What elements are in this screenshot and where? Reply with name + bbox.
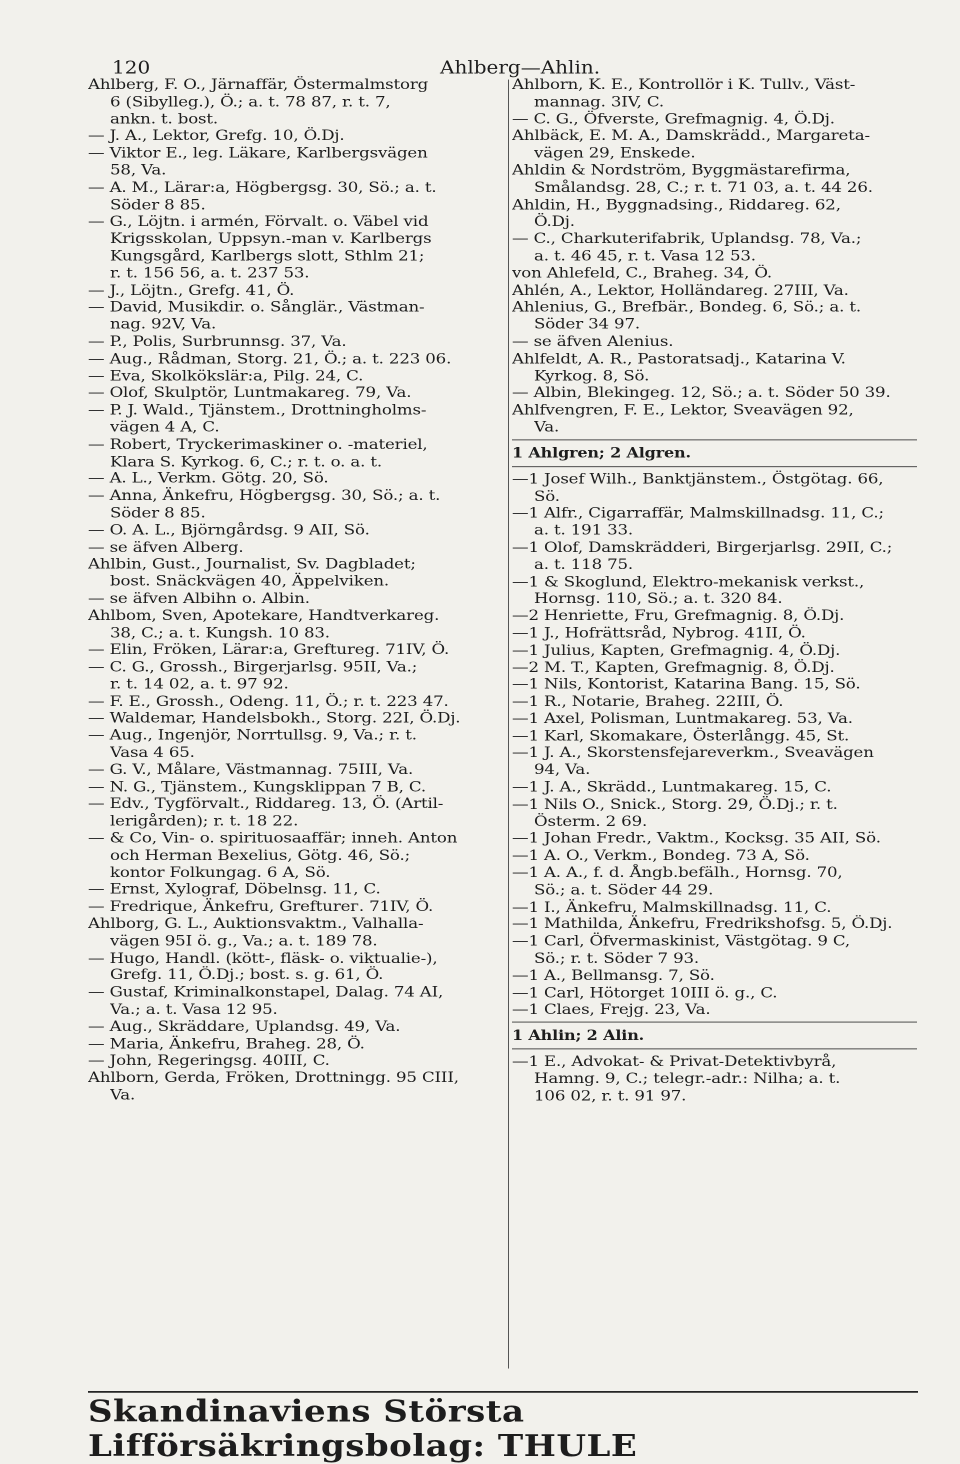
directory-entry: — Maria, Änkefru, Braheg. 28, Ö. bbox=[88, 1035, 365, 1052]
directory-entry: Ahlenius, G., Brefbär., Bondeg. 6, Sö.; a. t. bbox=[512, 298, 862, 316]
directory-entry: — G. V., Målare, Västmannag. 75III, Va. bbox=[88, 761, 414, 778]
left-column bbox=[88, 76, 506, 1104]
directory-entry: — Anna, Änkefru, Högbergsg. 30, Sö.; a. t. bbox=[88, 487, 441, 504]
directory-entry: —1 J. A., Skorstensfejareverkm., Sveavägen bbox=[512, 744, 874, 761]
directory-entry: —1 Karl, Skomakare, Österlångg. 45, St. bbox=[512, 727, 850, 744]
directory-entry: — se äfven Albihn o. Albin. bbox=[88, 589, 310, 607]
directory-entry: — David, Musikdir. o. Sånglär., Västman- bbox=[88, 298, 425, 316]
directory-entry: von Ahlefeld, C., Braheg. 34, Ö. bbox=[512, 264, 772, 281]
directory-entry: —1 Olof, Damskrädderi, Birgerjarlsg. 29II, C.; bbox=[512, 538, 893, 556]
entry-continuation-line: Kungsgård, Karlbergs slott, Sthlm 21; bbox=[110, 247, 425, 264]
entry-continuation-line: Va. bbox=[534, 418, 560, 436]
entry-continuation-line: Söder 8 85. bbox=[110, 504, 206, 521]
directory-entry: — C. G., Öfverste, Grefmagnig. 4, Ö.Dj. bbox=[512, 110, 835, 127]
directory-entry: Ahlfvengren, F. E., Lektor, Sveavägen 92, bbox=[512, 401, 854, 418]
entry-continuation-line: kontor Folkungag. 6 A, Sö. bbox=[110, 863, 331, 881]
entry-continuation-line: Söder 34 97. bbox=[534, 315, 640, 333]
entry-continuation-line: a. t. 118 75. bbox=[534, 555, 634, 573]
directory-entry: — Gustaf, Kriminalkonstapel, Dalag. 74 AI, bbox=[88, 983, 444, 1001]
directory-entry: —1 I., Änkefru, Malmskillnadsg. 11, C. bbox=[512, 898, 832, 915]
directory-entry: —1 Johan Fredr., Vaktm., Kocksg. 35 AII, Sö. bbox=[512, 829, 881, 847]
directory-entry: Ahlbäck, E. M. A., Damskrädd., Margareta- bbox=[512, 127, 870, 144]
entry-continuation-line: a. t. 191 33. bbox=[534, 521, 634, 539]
entry-continuation-line: r. t. 14 02, a. t. 97 92. bbox=[110, 675, 289, 692]
directory-entry: — G., Löjtn. i armén, Förvalt. o. Väbel vid bbox=[88, 213, 429, 230]
entry-continuation-line: Vasa 4 65. bbox=[110, 744, 195, 761]
entry-continuation-line: bost. Snäckvägen 40, Äppelviken. bbox=[110, 572, 390, 590]
entry-continuation-line: Grefg. 11, Ö.Dj.; bost. s. g. 61, Ö. bbox=[110, 966, 384, 984]
directory-entry: Ahlborn, K. E., Kontrollör i K. Tullv., Väst- bbox=[512, 76, 856, 93]
directory-entry: — se äfven Alenius. bbox=[512, 333, 674, 350]
directory-entry: — Hugo, Handl. (kött-, fläsk- o. viktualie-), bbox=[88, 949, 438, 966]
directory-entry: —1 J. A., Skrädd., Luntmakareg. 15, C. bbox=[512, 778, 832, 796]
page-number: 120 bbox=[112, 57, 151, 78]
entry-continuation-line: Österm. 2 69. bbox=[534, 812, 648, 830]
directory-entry: — se äfven Alberg. bbox=[88, 538, 244, 555]
entry-continuation-line: och Herman Bexelius, Götg. 46, Sö.; bbox=[110, 846, 411, 864]
entry-continuation-line: mannag. 3IV, C. bbox=[534, 93, 664, 110]
entry-continuation-line: ankn. t. bost. bbox=[110, 110, 219, 127]
entry-continuation-line: nag. 92V, Va. bbox=[110, 315, 217, 333]
directory-entry: — Eva, Skolkökslär:a, Pilg. 24, C. bbox=[88, 367, 364, 384]
directory-entry: — Aug., Ingenjör, Norrtullsg. 9, Va.; r. t. bbox=[88, 726, 417, 744]
entry-continuation-line: Hornsg. 110, Sö.; a. t. 320 84. bbox=[534, 590, 783, 607]
directory-entry: — Waldemar, Handelsbokh., Storg. 22I, Ö.Dj. bbox=[88, 709, 461, 727]
directory-entry: — C. G., Grossh., Birgerjarlsg. 95II, Va.; bbox=[88, 658, 418, 675]
directory-entry: — N. G., Tjänstem., Kungsklippan 7 B, C. bbox=[88, 778, 426, 795]
directory-entry: Ahlén, A., Lektor, Holländareg. 27III, Va. bbox=[512, 281, 849, 299]
directory-entry: —1 Carl, Öfvermaskinist, Västgötag. 9 C, bbox=[512, 932, 851, 950]
entry-continuation-line: Klara S. Kyrkog. 6, C.; r. t. o. a. t. bbox=[110, 452, 383, 470]
directory-entry: —1 E., Advokat- & Privat-Detektivbyrå, bbox=[512, 1052, 837, 1070]
footer-rule bbox=[88, 1391, 918, 1393]
directory-entry: — Ernst, Xylograf, Döbelnsg. 11, C. bbox=[88, 881, 381, 898]
entry-continuation-line: a. t. 46 45, r. t. Vasa 12 53. bbox=[534, 247, 756, 264]
running-head: Ahlberg—Ahlin. bbox=[440, 57, 601, 78]
directory-entry: — C., Charkuterifabrik, Uplandsg. 78, Va.; bbox=[512, 230, 862, 247]
directory-entry: Ahlbin, Gust., Journalist, Sv. Dagbladet; bbox=[88, 555, 416, 573]
directory-entry: — P., Polis, Surbrunnsg. 37, Va. bbox=[88, 333, 347, 350]
directory-entry: — F. E., Grossh., Odeng. 11, Ö.; r. t. 223 47. bbox=[88, 692, 449, 710]
section-heading: 1 Ahlgren; 2 Algren. bbox=[512, 439, 917, 467]
directory-entry: —1 R., Notarie, Braheg. 22III, Ö. bbox=[512, 692, 784, 710]
entry-continuation-line: Va. bbox=[110, 1086, 136, 1103]
directory-entry: — Aug., Rådman, Storg. 21, Ö.; a. t. 223 06. bbox=[88, 350, 452, 367]
directory-entry: —1 A., Bellmansg. 7, Sö. bbox=[512, 967, 715, 984]
entry-continuation-line: Sö.; a. t. Söder 44 29. bbox=[534, 881, 714, 898]
directory-entry: — O. A. L., Björngårdsg. 9 AII, Sö. bbox=[88, 521, 370, 538]
entry-continuation-line: vägen 4 A, C. bbox=[110, 418, 220, 436]
footer-advertisement: Skandinaviens Största Lifförsäkringsbolag: THULE bbox=[88, 1394, 638, 1464]
entry-continuation-line: Sö.; r. t. Söder 7 93. bbox=[534, 949, 700, 967]
directory-entry: Ahldin, H., Byggnadsing., Riddareg. 62, bbox=[512, 196, 841, 213]
directory-entry: —1 Alfr., Cigarraffär, Malmskillnadsg. 11, C.; bbox=[512, 504, 884, 522]
directory-entry: —1 A. A., f. d. Ångb.befälh., Hornsg. 70, bbox=[512, 864, 843, 881]
entry-continuation-line: 106 02, r. t. 91 97. bbox=[534, 1087, 687, 1104]
entry-continuation-line: r. t. 156 56, a. t. 237 53. bbox=[110, 264, 310, 281]
entry-continuation-line: Va.; a. t. Vasa 12 95. bbox=[110, 1000, 278, 1018]
entry-continuation-line: lerigården); r. t. 18 22. bbox=[110, 812, 299, 829]
entry-continuation-line: 6 (Sibylleg.), Ö.; a. t. 78 87, r. t. 7, bbox=[110, 93, 391, 110]
directory-entry: —2 Henriette, Fru, Grefmagnig. 8, Ö.Dj. bbox=[512, 607, 845, 624]
directory-entry: Ahldin & Nordström, Byggmästarefirma, bbox=[512, 161, 851, 179]
entry-continuation-line: Krigsskolan, Uppsyn.-man v. Karlbergs bbox=[110, 230, 432, 247]
entry-continuation-line: 58, Va. bbox=[110, 161, 167, 179]
directory-entry: — Aug., Skräddare, Uplandsg. 49, Va. bbox=[88, 1018, 401, 1035]
entry-continuation-line: Hamng. 9, C.; telegr.-adr.: Nilha; a. t. bbox=[534, 1070, 841, 1087]
directory-entry: —1 Nils O., Snick., Storg. 29, Ö.Dj.; r. t. bbox=[512, 795, 838, 813]
directory-entry: — P. J. Wald., Tjänstem., Drottningholms- bbox=[88, 401, 427, 418]
entry-continuation-line: vägen 95I ö. g., Va.; a. t. 189 78. bbox=[110, 932, 378, 949]
entry-continuation-line: Söder 8 85. bbox=[110, 196, 206, 213]
directory-entry: — Fredrique, Änkefru, Grefturег. 71IV, Ö. bbox=[88, 898, 434, 915]
directory-entry: — Albin, Blekingeg. 12, Sö.; a. t. Söder 50 39. bbox=[512, 384, 891, 401]
directory-entry: —1 Axel, Polisman, Luntmakareg. 53, Va. bbox=[512, 710, 853, 727]
entry-continuation-line: Smålandsg. 28, C.; r. t. 71 03, a. t. 44 26. bbox=[534, 178, 873, 196]
directory-entry: —1 Josef Wilh., Banktjänstem., Östgötag. 66, bbox=[512, 470, 884, 487]
section-heading: 1 Ahlin; 2 Alin. bbox=[512, 1022, 917, 1050]
directory-entry: — A. M., Lärar:a, Högbergsg. 30, Sö.; a. t. bbox=[88, 178, 437, 196]
directory-entry: — Olof, Skulptör, Luntmakareg. 79, Va. bbox=[88, 384, 412, 401]
directory-entry: — & Co, Vin- o. spirituosaaffär; inneh. Anton bbox=[88, 829, 458, 847]
directory-entry: Ahlfeldt, A. R., Pastoratsadj., Katarina V. bbox=[512, 350, 846, 367]
directory-entry: —1 A. O., Verkm., Bondeg. 73 A, Sö. bbox=[512, 847, 810, 864]
right-column bbox=[512, 76, 917, 1104]
directory-entry: Ahlberg, F. O., Järnaffär, Östermalmstorg bbox=[88, 76, 429, 93]
directory-entry: — Robert, Tryckerimaskiner o. -materiel, bbox=[88, 435, 428, 453]
directory-entry: —1 Carl, Hötorget 10III ö. g., C. bbox=[512, 984, 778, 1001]
directory-entry: — J. A., Lektor, Grefg. 10, Ö.Dj. bbox=[88, 127, 345, 144]
entry-continuation-line: Kyrkog. 8, Sö. bbox=[534, 367, 650, 384]
directory-entry: —1 Claes, Frejg. 23, Va. bbox=[512, 1001, 711, 1018]
directory-entry: —1 Mathilda, Änkefru, Fredrikshofsg. 5, Ö.Dj. bbox=[512, 915, 893, 933]
directory-entry: — Elin, Fröken, Lärar:a, Greftureg. 71IV, Ö. bbox=[88, 641, 450, 658]
directory-entry: — A. L., Verkm. Götg. 20, Sö. bbox=[88, 470, 329, 487]
directory-entry: Ahlbom, Sven, Apotekare, Handtverkareg. bbox=[88, 607, 440, 624]
directory-entry: Ahlborg, G. L., Auktionsvaktm., Valhalla- bbox=[88, 915, 424, 932]
directory-entry: — Viktor E., leg. Läkare, Karlbergsvägen bbox=[88, 144, 428, 162]
column-divider bbox=[508, 80, 509, 1369]
directory-entry: —1 J., Hofrättsråd, Nybrog. 41II, Ö. bbox=[512, 624, 806, 641]
directory-entry: —1 Julius, Kapten, Grefmagnig. 4, Ö.Dj. bbox=[512, 641, 841, 659]
directory-entry: — Edv., Tygförvalt., Riddareg. 13, Ö. (Artil- bbox=[88, 795, 444, 812]
entry-continuation-line: Sö. bbox=[534, 487, 560, 504]
directory-entry: — J., Löjtn., Grefg. 41, Ö. bbox=[88, 281, 295, 299]
directory-entry: —1 Nils, Kontorist, Katarina Bang. 15, Sö. bbox=[512, 675, 861, 693]
entry-continuation-line: Ö.Dj. bbox=[534, 213, 575, 230]
entry-continuation-line: 38, C.; a. t. Kungsh. 10 83. bbox=[110, 624, 330, 641]
directory-entry: —2 M. T., Kapten, Grefmagnig. 8, Ö.Dj. bbox=[512, 658, 835, 676]
directory-entry: Ahlborn, Gerda, Fröken, Drottningg. 95 CIII, bbox=[88, 1069, 459, 1086]
directory-entry: —1 & Skoglund, Elektro-mekanisk verkst., bbox=[512, 573, 865, 590]
directory-entry: — John, Regeringsg. 40III, C. bbox=[88, 1052, 330, 1069]
entry-continuation-line: 94, Va. bbox=[534, 761, 591, 778]
entry-continuation-line: vägen 29, Enskede. bbox=[534, 144, 696, 162]
